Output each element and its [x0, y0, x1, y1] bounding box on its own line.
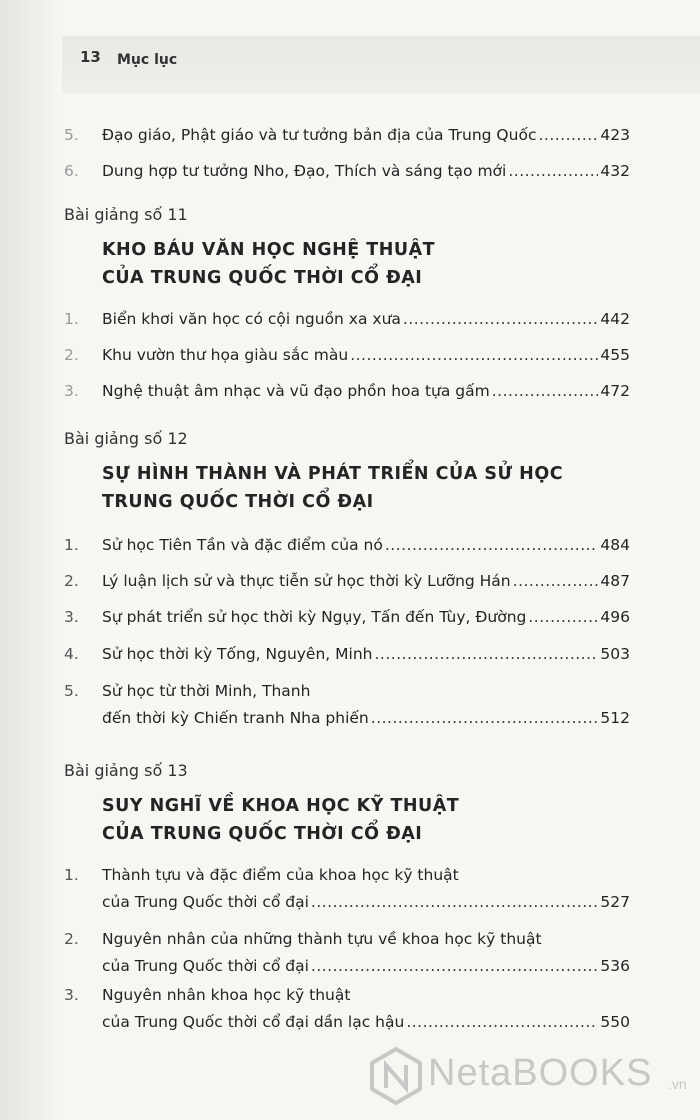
entry-title: Sự phát triển sử học thời kỳ Ngụy, Tấn đến Tùy, Đường: [102, 608, 527, 626]
entry-number: 4.: [64, 645, 79, 663]
toc-entry: [64, 160, 630, 182]
entry-title: của Trung Quốc thời cổ đại dần lạc hậu: [102, 1013, 405, 1031]
dot-leader: [371, 707, 599, 729]
entry-page: 512: [600, 709, 630, 727]
dot-leader: [492, 380, 599, 402]
entry-number: 2.: [64, 346, 79, 364]
entry-number: 5.: [64, 126, 79, 144]
lecture-title: SUY NGHĨ VỀ KHOA HỌC KỸ THUẬT: [102, 796, 460, 816]
entry-number: 3.: [64, 986, 79, 1004]
entry-title-line1: Sử học từ thời Minh, Thanh: [102, 682, 311, 700]
dot-leader: [403, 308, 599, 330]
entry-number: 2.: [64, 930, 79, 948]
toc-entry-continuation: [64, 955, 630, 977]
entry-title-line1: Nguyên nhân khoa học kỹ thuật: [102, 986, 351, 1004]
toc-entry: [64, 380, 630, 402]
page-number: 13: [80, 48, 101, 66]
lecture-title: CỦA TRUNG QUỐC THỜI CỔ ĐẠI: [102, 824, 423, 844]
toc-entry: [64, 864, 630, 886]
entry-title-line1: Nguyên nhân của những thành tựu về khoa học kỹ thuật: [102, 930, 542, 948]
dot-leader: [406, 1011, 598, 1033]
toc-entry-continuation: [64, 707, 630, 729]
dot-leader: [508, 160, 598, 182]
dot-leader: [528, 606, 598, 628]
entry-title: đến thời kỳ Chiến tranh Nha phiến: [102, 709, 369, 727]
entry-page: 472: [600, 382, 630, 400]
lecture-label: Bài giảng số 12: [64, 429, 188, 448]
entry-title: Nghệ thuật âm nhạc và vũ đạo phồn hoa tựa gấm: [102, 382, 490, 400]
entry-number: 6.: [64, 162, 79, 180]
toc-entry: [64, 928, 630, 950]
toc-entry: [64, 643, 630, 665]
entry-page: 484: [600, 536, 630, 554]
dot-leader: [374, 643, 598, 665]
entry-number: 2.: [64, 572, 79, 590]
entry-number: 1.: [64, 536, 79, 554]
entry-title: Dung hợp tư tưởng Nho, Đạo, Thích và sáng tạo mới: [102, 162, 507, 180]
dot-leader: [311, 891, 599, 913]
entry-title: của Trung Quốc thời cổ đại: [102, 893, 309, 911]
page-gutter-shadow: [0, 0, 62, 1120]
entry-page: 550: [600, 1013, 630, 1031]
entry-page: 536: [600, 957, 630, 975]
entry-page: 442: [600, 310, 630, 328]
entry-number: 3.: [64, 608, 79, 626]
entry-title: Sử học Tiên Tần và đặc điểm của nó: [102, 536, 383, 554]
entry-title: Sử học thời kỳ Tống, Nguyên, Minh: [102, 645, 373, 663]
toc-entry-continuation: [64, 1011, 630, 1033]
toc-entry: [64, 606, 630, 628]
watermark-brand: NetaBOOKS: [428, 1052, 653, 1094]
entry-page: 455: [600, 346, 630, 364]
entry-number: 1.: [64, 866, 79, 884]
toc-entry: [64, 534, 630, 556]
entry-title: của Trung Quốc thời cổ đại: [102, 957, 309, 975]
lecture-label: Bài giảng số 13: [64, 761, 188, 780]
entry-title-line1: Thành tựu và đặc điểm của khoa học kỹ thuật: [102, 866, 459, 884]
entry-page: 527: [600, 893, 630, 911]
entry-title: Khu vườn thư họa giàu sắc màu: [102, 346, 349, 364]
dot-leader: [538, 124, 598, 146]
toc-entry: [64, 680, 630, 702]
toc-entry: [64, 124, 630, 146]
toc-entry: [64, 984, 630, 1006]
entry-title: Biển khơi văn học có cội nguồn xa xưa: [102, 310, 401, 328]
toc-entry: [64, 344, 630, 366]
watermark: [368, 1046, 698, 1106]
entry-title: Đạo giáo, Phật giáo và tư tưởng bản địa của Trung Quốc: [102, 126, 537, 144]
entry-number: 5.: [64, 682, 79, 700]
toc-entry: [64, 308, 630, 330]
lecture-title: CỦA TRUNG QUỐC THỜI CỔ ĐẠI: [102, 268, 423, 288]
dot-leader: [513, 570, 599, 592]
lecture-title: TRUNG QUỐC THỜI CỔ ĐẠI: [102, 492, 374, 512]
lecture-title: SỰ HÌNH THÀNH VÀ PHÁT TRIỂN CỦA SỬ HỌC: [102, 464, 564, 484]
entry-page: 432: [600, 162, 630, 180]
entry-page: 496: [600, 608, 630, 626]
lecture-title: KHO BÁU VĂN HỌC NGHỆ THUẬT: [102, 240, 436, 260]
entry-page: 503: [600, 645, 630, 663]
toc-entry-continuation: [64, 891, 630, 913]
netabooks-logo-icon: [368, 1046, 424, 1106]
entry-page: 487: [600, 572, 630, 590]
dot-leader: [311, 955, 599, 977]
toc-entry: [64, 570, 630, 592]
entry-number: 3.: [64, 382, 79, 400]
watermark-suffix: .vn: [668, 1076, 687, 1092]
entry-page: 423: [600, 126, 630, 144]
lecture-label: Bài giảng số 11: [64, 205, 188, 224]
entry-number: 1.: [64, 310, 79, 328]
dot-leader: [350, 344, 598, 366]
entry-title: Lý luận lịch sử và thực tiễn sử học thời kỳ Lưỡng Hán: [102, 572, 511, 590]
running-title: Mục lục: [117, 52, 178, 68]
dot-leader: [385, 534, 599, 556]
